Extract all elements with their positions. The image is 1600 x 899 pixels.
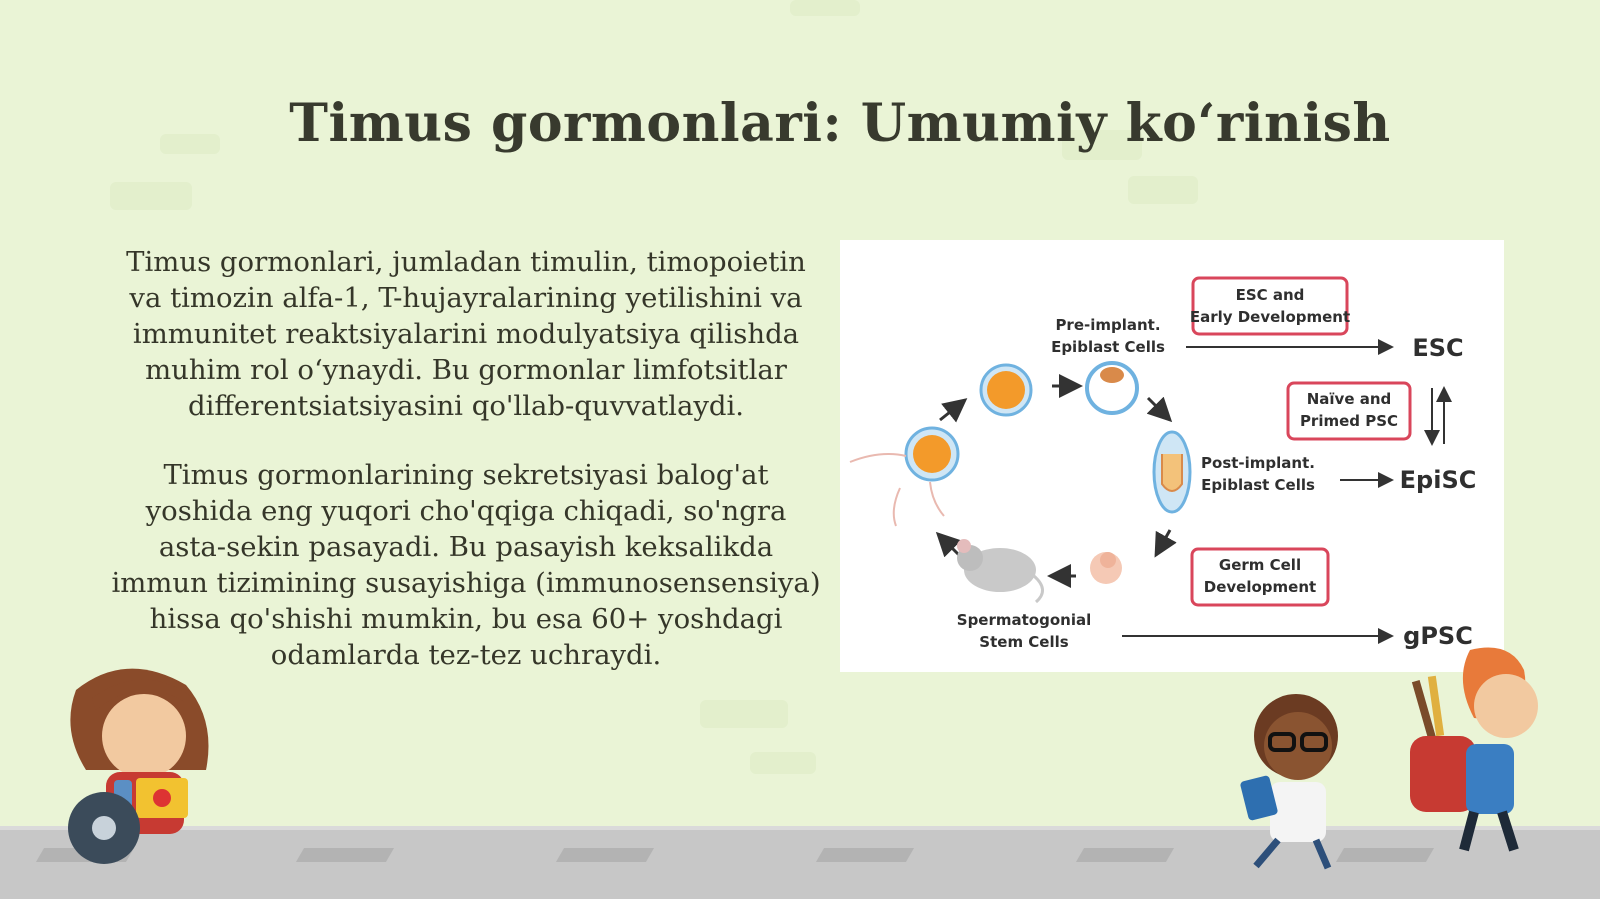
stem-cell-diagram	[840, 240, 1504, 672]
cycle-arrow	[940, 400, 965, 420]
diagram-svg	[840, 240, 1504, 672]
road-stripe	[296, 848, 394, 862]
paragraph-1: Timus gormonlari, jumladan timulin, timopoietin va timozin alfa-1, T-hujayralarining yetilishini va immunitet reaktsiyalarini modulyatsiya qilishda muhim rol o‘ynaydi. Bu gormonlar limfotsitlar differentsiatsiyasini qo'llab-quvvatlaydi.	[126, 246, 806, 422]
cycle-arrow	[1148, 398, 1170, 420]
road-stripe	[816, 848, 914, 862]
blastocyst-icon	[1087, 363, 1137, 413]
road-stripe	[556, 848, 654, 862]
slide-body	[108, 244, 824, 706]
post-implant-label: Epiblast Cells	[1201, 476, 1315, 494]
cycle-arrow	[1156, 530, 1170, 555]
oocyte-icon	[850, 428, 958, 526]
cycle-arrow	[938, 534, 960, 556]
pre-implant-label: Pre-implant.	[1055, 316, 1161, 334]
slide-title: Timus gormonlari: Umumiy ko‘rinish	[289, 92, 1391, 154]
boy-glasses-illustration	[1236, 690, 1366, 880]
spermatogonial-label: Spermatogonial	[956, 611, 1092, 629]
fetus-icon	[1090, 552, 1122, 584]
naive-primed-label: Naïve and	[1306, 390, 1392, 408]
germ-cell-label: Development	[1203, 578, 1317, 596]
esc-label: ESC	[1412, 334, 1464, 362]
naive-primed-label: Primed PSC	[1299, 412, 1399, 430]
zygote-icon	[981, 365, 1031, 415]
post-implant-label: Post-implant.	[1201, 454, 1315, 472]
episc-label: EpiSC	[1399, 466, 1477, 494]
gpsc-label: gPSC	[1403, 622, 1473, 650]
esc-box-label: Early Development	[1189, 308, 1351, 326]
boy-backpack-illustration	[1410, 640, 1550, 870]
germ-cell-label: Germ Cell	[1218, 556, 1302, 574]
esc-box-label: ESC and	[1235, 286, 1305, 304]
spermatogonial-label: Stem Cells	[979, 633, 1069, 651]
mouse-icon	[957, 539, 1043, 602]
background-shape	[110, 182, 192, 210]
background-shape	[790, 0, 860, 16]
paragraph-2: Timus gormonlarining sekretsiyasi balog'at yoshida eng yuqori cho'qqiga chiqadi, so'ngra asta-sekin pasayadi. Bu pasayish keksalikda immun tizimining susayishiga (immunosensensiya) hissa qo'shishi mumkin, bu esa 60+ yoshdagi odamlarda tez-tez uchraydi.	[111, 459, 821, 671]
background-shape	[1128, 176, 1198, 204]
post-implant-embryo-icon	[1154, 432, 1190, 512]
background-shape	[750, 752, 816, 774]
pre-implant-label: Epiblast Cells	[1051, 338, 1165, 356]
girl-wheelchair-illustration	[56, 660, 246, 882]
road-stripe	[1076, 848, 1174, 862]
